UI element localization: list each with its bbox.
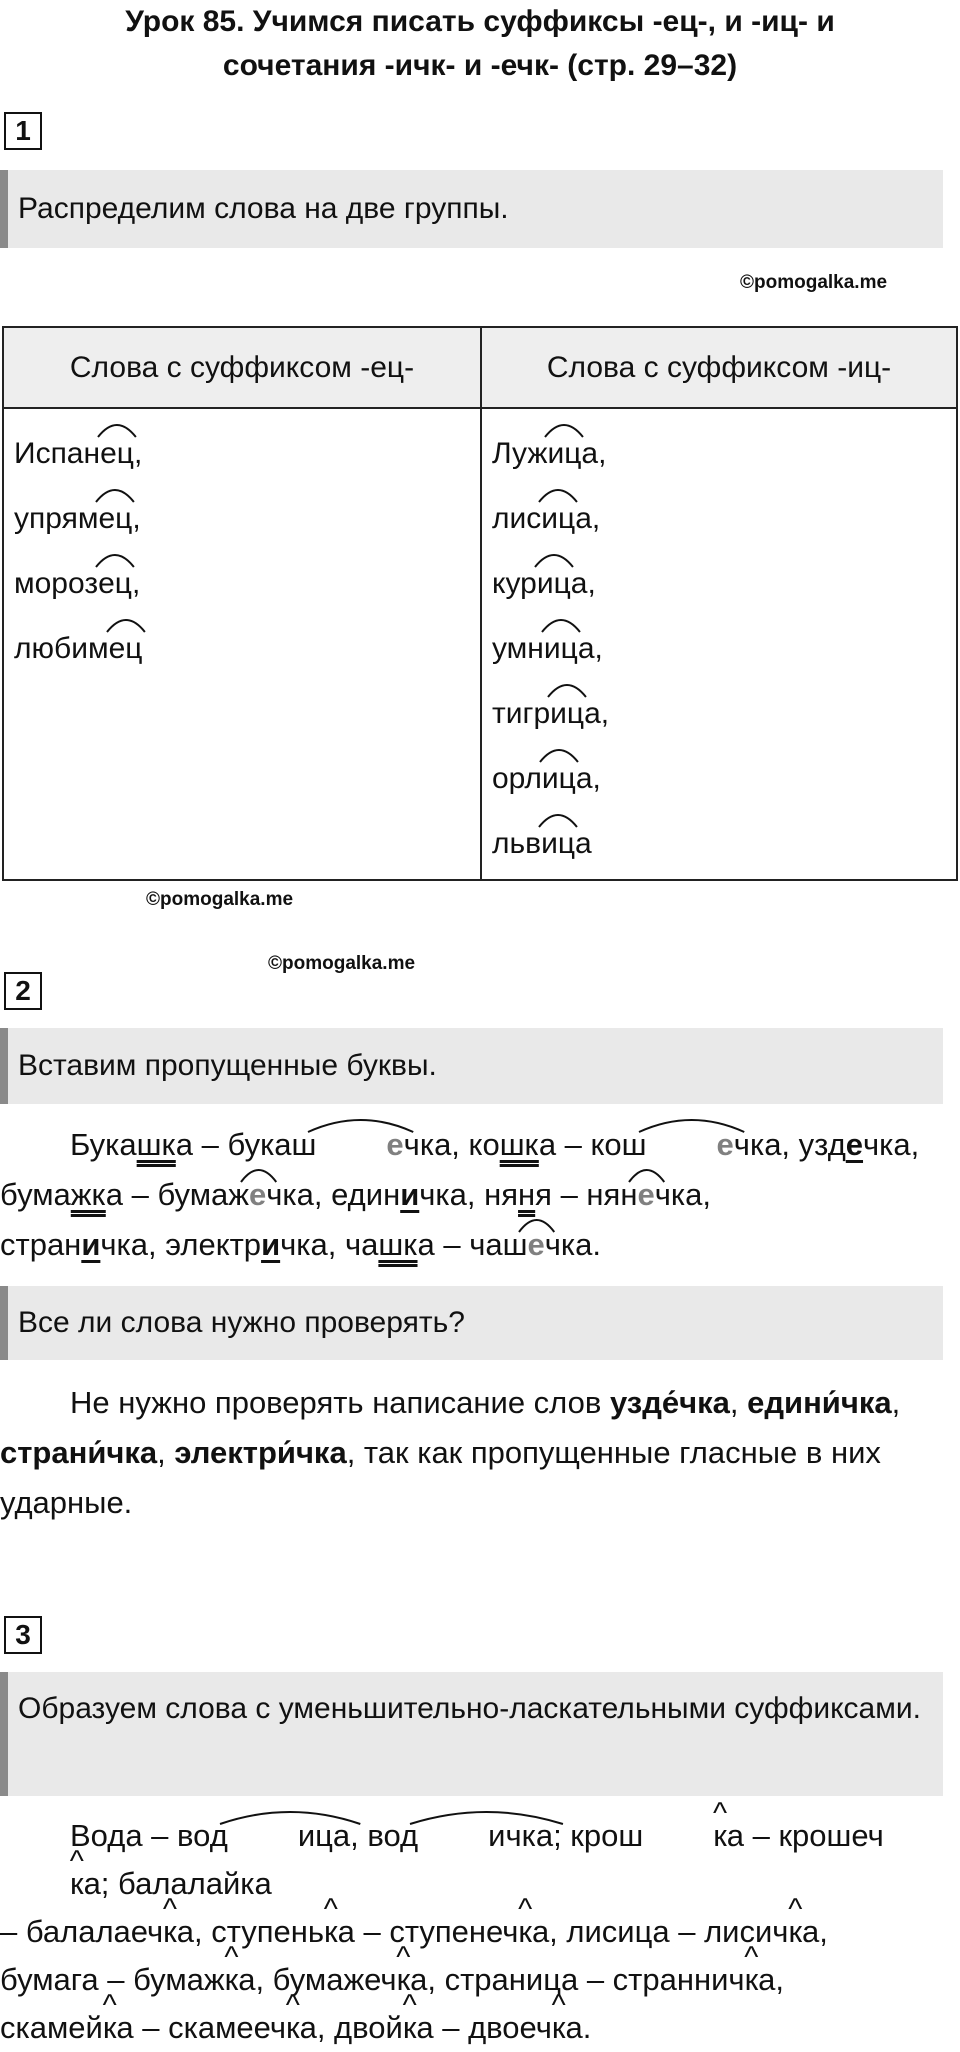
- task-number-3: 3: [4, 1616, 42, 1654]
- task3-words: Вода – вод ица , вод ичка ; крош^ ка – крошеч^ ка; балалайка – балалаеч^ ка, ступень^ ка – ступенеч^ ка, лисица – лисич^ ка, бумага – бумаж^ ка, бумажеч^ ка, страница – страннич^ ка, скамей^ ка – скамееч^ ка, двой^ ка – двоеч^ ка.: [0, 1812, 945, 2052]
- word-ending: ,: [132, 502, 141, 535]
- word-stem: кур: [492, 567, 537, 600]
- column-its-words: [481, 408, 957, 880]
- task-number-2: 2: [4, 972, 42, 1010]
- word-ending: ,: [133, 437, 143, 470]
- word-suffix: иц: [547, 421, 581, 487]
- suffix-arc-icon: [306, 1114, 415, 1134]
- task2-question: Все ли слова нужно проверять?: [0, 1286, 943, 1360]
- word-stem: умн: [492, 632, 544, 665]
- word-suffix: ец: [109, 616, 143, 682]
- word-ending: а,: [581, 437, 607, 470]
- word-suffix: ец: [100, 421, 134, 487]
- suffix-arc-icon: [533, 549, 575, 569]
- word-stem: тигр: [492, 697, 551, 730]
- word-ending: а,: [575, 502, 601, 535]
- word-suffix: иц: [541, 486, 575, 552]
- word-suffix: иц: [550, 681, 584, 747]
- word-stem: упрям: [14, 502, 99, 535]
- suffix-arc-icon: [105, 614, 147, 634]
- task1-instruction: Распределим слова на две группы.: [0, 170, 943, 248]
- word-stem: любим: [14, 632, 109, 665]
- word-ending: а,: [570, 567, 596, 600]
- task3-instruction: Образуем слова с уменьшительно-ласкательными суффиксами.: [0, 1672, 943, 1796]
- task2-instruction: Вставим пропущенные буквы.: [0, 1028, 943, 1104]
- word-stem: лис: [492, 502, 542, 535]
- suffix-arc-icon: [94, 484, 136, 504]
- word-stem: льв: [492, 827, 542, 860]
- word-ending: а,: [577, 632, 603, 665]
- word-item: [492, 551, 946, 616]
- word-ending: ,: [131, 567, 141, 600]
- suffix-arc-icon: [637, 1114, 746, 1134]
- watermark: ©pomogalka.me: [740, 272, 888, 293]
- word-ending: а,: [584, 697, 610, 730]
- word-suffix: иц: [541, 811, 575, 877]
- suffix-arc-icon: [218, 1806, 362, 1826]
- word-item: [492, 811, 946, 876]
- suffix-arc-icon: [538, 744, 580, 764]
- task-number-1: 1: [4, 112, 42, 150]
- column-header-ets: Слова с суффиксом -ец-: [3, 327, 481, 408]
- task2-answer: Не нужно проверять написание слов узде́чка, едини́чка, страни́чка, электри́чка, так как пропущенные гласные в них ударные.: [0, 1385, 901, 1520]
- suffix-arc-icon: [94, 549, 136, 569]
- word-suffix: иц: [542, 746, 576, 812]
- word-suffix: ец: [98, 551, 132, 617]
- column-ets-words: [3, 408, 481, 880]
- word-suffix: ец: [98, 486, 132, 552]
- suffix-arc-icon: [239, 1164, 278, 1184]
- word-item: [492, 616, 946, 681]
- word-ending: а: [575, 827, 592, 860]
- task2-filled-words: Букашка – букаш е чка, кошка – кош е чка, уздечка, бумажка – бумаже чка, единичка, няня – няне чка, страничка, электричка, чашка – чаше чка.: [0, 1120, 945, 1270]
- suffix-arc-icon: [96, 419, 138, 439]
- word-ending: а,: [575, 762, 601, 795]
- suffix-arc-icon: [546, 679, 588, 699]
- suffix-table: [2, 326, 958, 881]
- word-item: [14, 616, 470, 681]
- word-item: [14, 421, 470, 486]
- watermark: ©pomogalka.me: [268, 953, 416, 974]
- suffix-arc-icon: [517, 1214, 556, 1234]
- suffix-arc-icon: [540, 614, 582, 634]
- word-item: [492, 746, 946, 811]
- word-item: [14, 551, 470, 616]
- page-title: Урок 85. Учимся писать суффиксы -ец-, и -иц- и сочетания -ичк- и -ечк- (стр. 29–32): [125, 5, 835, 82]
- word-item: [492, 421, 946, 486]
- suffix-arc-icon: [543, 419, 585, 439]
- word-stem: Испан: [14, 437, 101, 470]
- suffix-arc-icon: [537, 809, 579, 829]
- suffix-arc-icon: [408, 1806, 565, 1826]
- word-suffix: иц: [537, 551, 571, 617]
- column-header-its: Слова с суффиксом -иц-: [481, 327, 957, 408]
- suffix-arc-icon: [627, 1164, 666, 1184]
- word-item: [14, 486, 470, 551]
- word-item: [492, 681, 946, 746]
- word-item: [492, 486, 946, 551]
- suffix-arc-icon: [537, 484, 579, 504]
- word-stem: Луж: [492, 437, 548, 470]
- word-stem: мороз: [14, 567, 99, 600]
- word-suffix: иц: [544, 616, 578, 682]
- watermark: ©pomogalka.me: [146, 889, 294, 910]
- word-stem: орл: [492, 762, 542, 795]
